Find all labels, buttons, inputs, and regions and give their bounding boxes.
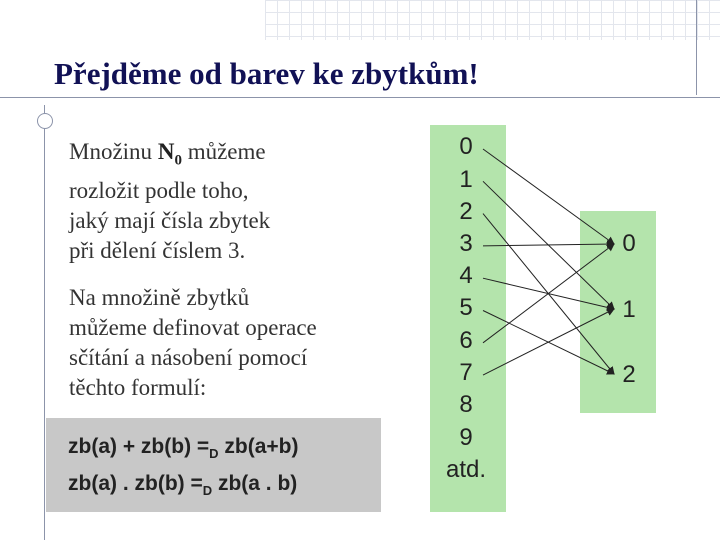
mapping-arrow	[483, 244, 614, 343]
paragraph-line: rozložit podle toho,	[69, 177, 249, 203]
residue-label: 0	[622, 230, 636, 257]
text-fragment: Množinu	[69, 139, 158, 164]
formula-text: zb(a) . zb(b) =	[68, 472, 203, 495]
mapping-arrow	[483, 149, 614, 244]
paragraph-line: těchto formulí:	[69, 375, 207, 400]
paragraph-line: sčítání a násobení pomocí	[69, 345, 308, 370]
slide-title: Přejděme od barev ke zbytkům!	[54, 56, 479, 91]
number-label: 3	[459, 230, 473, 257]
text-fragment: můžeme	[181, 139, 266, 164]
residue-label: 1	[622, 296, 636, 323]
symbol-letter: N	[157, 139, 175, 164]
number-label: 7	[459, 359, 473, 386]
number-label: 1	[459, 166, 473, 193]
formula-text: zb(a . b)	[212, 472, 298, 495]
number-label: 9	[459, 424, 473, 451]
formula-subscript: D	[209, 446, 219, 462]
number-label: 6	[459, 327, 473, 354]
number-label: 2	[459, 198, 473, 225]
paragraph-line: můžeme definovat operace	[69, 315, 317, 340]
paragraph-line: při dělení číslem 3.	[69, 237, 246, 263]
paragraph-line: Na množině zbytků	[69, 285, 250, 310]
number-label: 0	[459, 133, 473, 160]
mapping-arrow	[483, 309, 614, 375]
number-label: 8	[459, 391, 473, 418]
formula-subscript: D	[202, 483, 213, 499]
number-label: 4	[459, 262, 473, 289]
formula-text: zb(a+b)	[218, 435, 299, 458]
number-label-etc: atd.	[445, 456, 487, 483]
formula-text: zb(a) + zb(b) =	[68, 435, 210, 458]
paragraph-line: jaký mají čísla zbytek	[69, 207, 271, 233]
number-label: 5	[459, 294, 473, 321]
symbol-subscript: 0	[174, 152, 182, 169]
residue-label: 2	[622, 361, 636, 388]
